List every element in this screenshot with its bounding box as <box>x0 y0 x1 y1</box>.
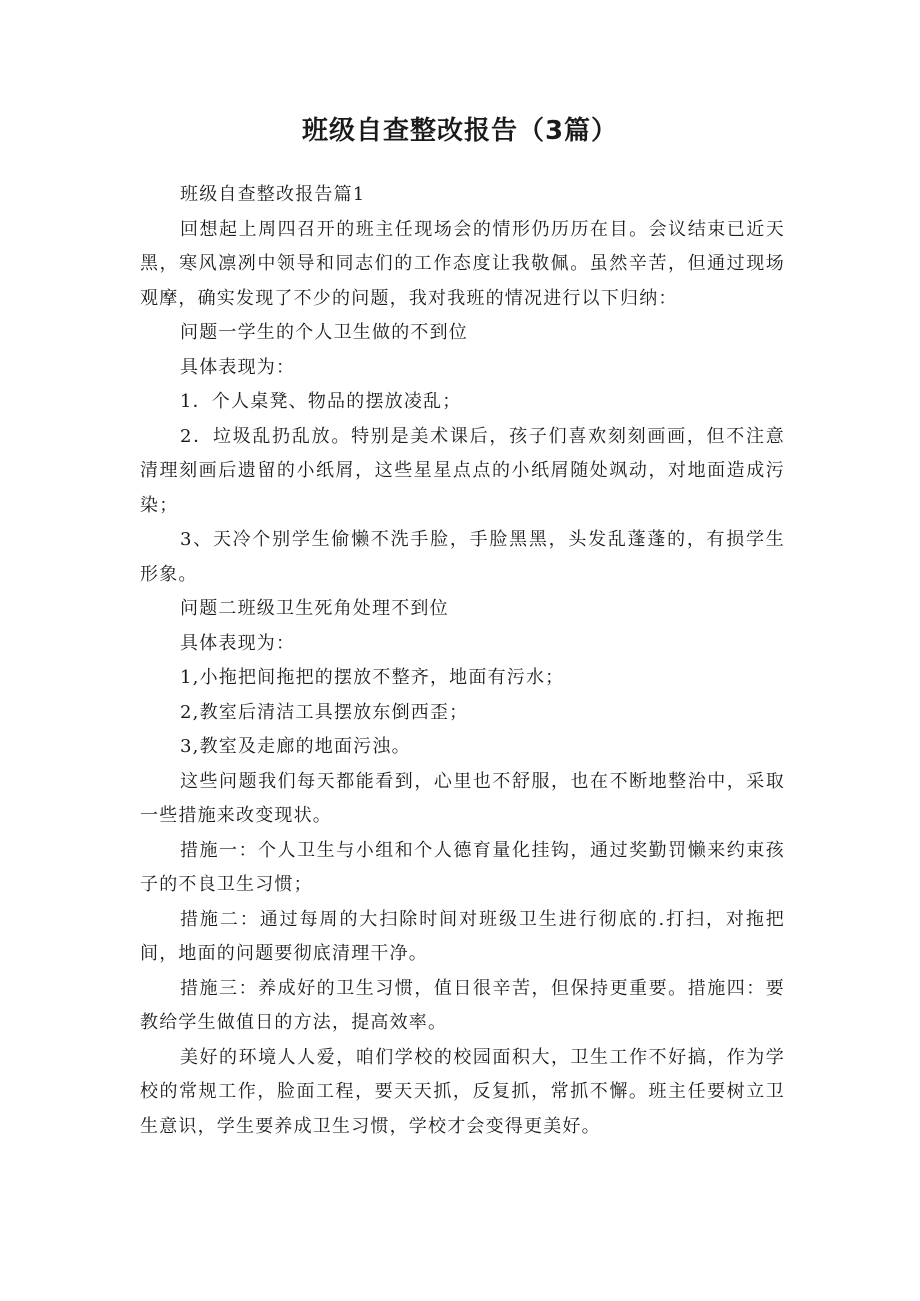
document-title: 班级自查整改报告（3篇） <box>301 116 619 146</box>
section-heading: 班级自查整改报告篇1 <box>180 184 366 205</box>
details-label: 具体表现为： <box>180 356 296 378</box>
list-item: 1,小拖把间拖把的摆放不整齐，地面有污水； <box>180 667 565 688</box>
document-body <box>140 178 785 1144</box>
details-label: 具体表现为： <box>180 632 296 654</box>
list-item: 3、天冷个别学生偷懒不洗手脸，手脸黑黑，头发乱蓬蓬的，有损学生形象。 <box>140 529 785 585</box>
list-item: 1．个人桌凳、物品的摆放凌乱； <box>180 391 462 412</box>
problem-two-heading: 问题二班级卫生死角处理不到位 <box>180 598 449 619</box>
list-item: 3,教室及走廊的地面污浊。 <box>180 736 411 757</box>
problem-one-heading: 问题一学生的个人卫生做的不到位 <box>180 322 468 343</box>
intro-paragraph: 回想起上周四召开的班主任现场会的情形仍历历在目。会议结束已近天黑，寒风凛冽中领导和同志们的工作态度让我敬佩。虽然辛苦，但通过现场观摩，确实发现了不少的问题，我对我班的情况进行以下归纳： <box>140 218 785 309</box>
measure-paragraph: 措施一：个人卫生与小组和个人德育量化挂钩，通过奖勤罚懒来约束孩子的不良卫生习惯； <box>140 839 785 895</box>
measure-paragraph: 措施二：通过每周的大扫除时间对班级卫生进行彻底的.打扫，对拖把间，地面的问题要彻底清理干净。 <box>140 908 785 964</box>
list-item: 2,教室后清洁工具摆放东倒西歪； <box>180 701 469 723</box>
body-paragraph: 这些问题我们每天都能看到，心里也不舒服，也在不断地整治中，采取一些措施来改变现状。 <box>140 770 785 826</box>
measure-paragraph: 措施三：养成好的卫生习惯，值日很辛苦，但保持更重要。措施四：要教给学生做值日的方法，提高效率。 <box>140 977 785 1033</box>
list-item: 2．垃圾乱扔乱放。特别是美术课后，孩子们喜欢刻刻画画，但不注意清理刻画后遗留的小纸屑，这些星星点点的小纸屑随处飒动，对地面造成污染； <box>140 425 785 516</box>
closing-paragraph: 美好的环境人人爱，咱们学校的校园面积大，卫生工作不好搞，作为学校的常规工作，脸面工程，要天天抓，反复抓，常抓不懈。班主任要树立卫生意识，学生要养成卫生习惯，学校才会变得更美好。 <box>140 1046 785 1137</box>
